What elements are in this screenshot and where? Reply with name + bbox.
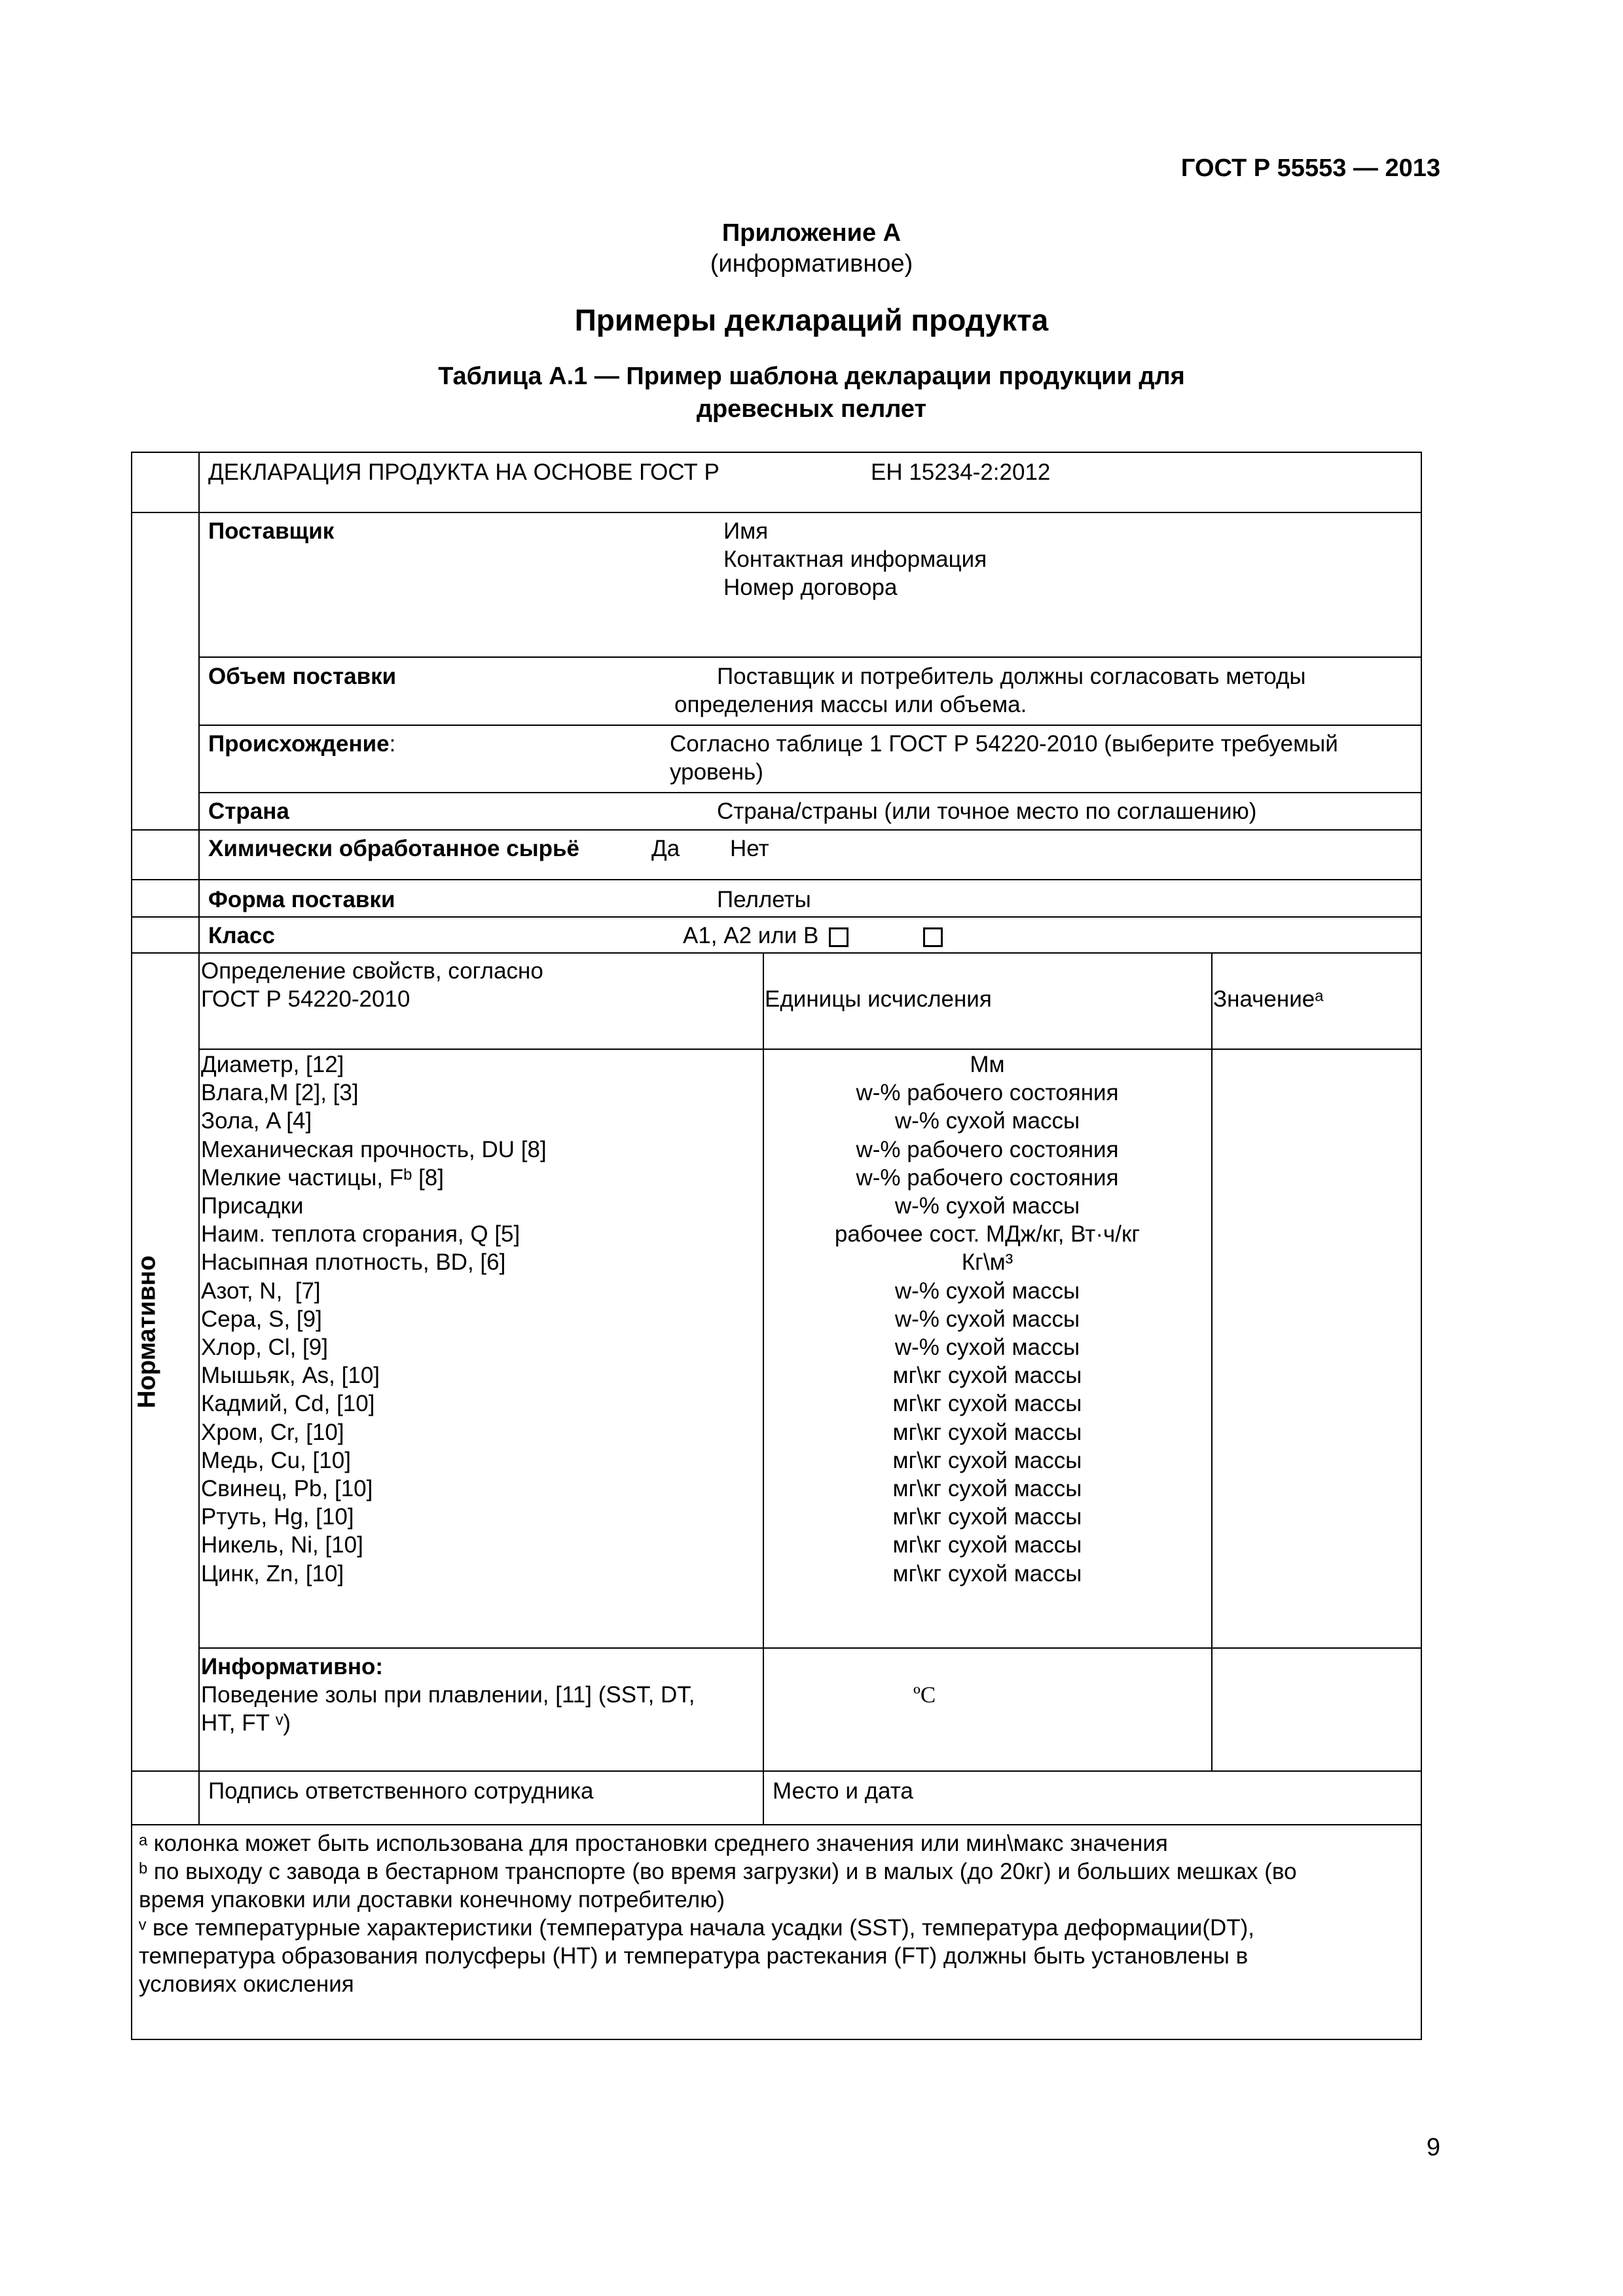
property-unit: мг\кг сухой массы [892,1448,1082,1473]
table-title-line-1: Таблица А.1 — Пример шаблона декларации продукции для [438,363,1185,390]
volume-label: Объем поставки [208,664,397,689]
props-header-col1-line-2: ГОСТ Р 54220-2010 [201,986,410,1012]
property-name: Присадки [201,1193,304,1219]
property-unit: мг\кг сухой массы [892,1532,1082,1558]
property-name: Ртуть, Hg, [10] [201,1504,354,1530]
volume-line-2: определения массы или объема. [674,692,1027,717]
property-name: Азот, N, [7] [201,1278,321,1304]
props-header-col1-line-1: Определение свойств, согласно [201,958,543,984]
class-value: А1, А2 или В [683,923,819,948]
document-title: Примеры деклараций продукта [574,303,1049,337]
chemical-no: Нет [730,836,769,861]
annex-type: (информативное) [710,250,913,278]
property-name: Насыпная плотность, BD, [6] [201,1249,506,1275]
declaration-left: ДЕКЛАРАЦИЯ ПРОДУКТА НА ОСНОВЕ ГОСТ Р [208,459,720,485]
property-name: Механическая прочность, DU [8] [201,1137,547,1162]
footnote-b-line-1: ᵇ по выходу с завода в бестарном транспорте (во время загрузки) и в малых (до 20кг) и больших мешках (во [139,1859,1297,1884]
origin-label-group [208,730,395,758]
declaration-right: ЕН 15234-2:2012 [871,459,1051,485]
informative-line-2: HT, FT ᵛ) [201,1710,291,1736]
class-label: Класс [208,923,275,948]
property-unit: w-% сухой массы [894,1306,1080,1332]
property-name: Мышьяк, As, [10] [201,1363,380,1388]
informative-label: Информативно: [201,1654,384,1679]
property-name: Мелкие частицы, Fᵇ [8] [201,1165,444,1191]
origin-colon: : [389,731,396,757]
class-checkbox-2[interactable] [923,927,943,947]
property-unit: Мм [970,1052,1005,1077]
property-name: Зола, A [4] [201,1108,312,1134]
informative-line-1: Поведение золы при плавлении, [11] (SST, DT, [201,1682,695,1708]
volume-line-1: Поставщик и потребитель должны согласовать методы [717,664,1306,689]
chemical-label: Химически обработанное сырьё [208,836,579,861]
property-unit: рабочее сост. МДж/кг, Вт·ч/кг [834,1221,1140,1247]
property-unit: мг\кг сухой массы [892,1561,1082,1587]
property-unit: w-% рабочего состояния [856,1137,1119,1162]
property-unit: w-% сухой массы [894,1335,1080,1360]
chemical-yes: Да [651,836,680,861]
property-name: Сера, S, [9] [201,1306,322,1332]
property-name: Цинк, Zn, [10] [201,1561,344,1587]
property-unit: w-% рабочего состояния [856,1165,1119,1191]
form-label: Форма поставки [208,887,395,912]
property-unit: w-% сухой массы [894,1193,1080,1219]
place-date-label: Место и дата [773,1778,913,1804]
property-unit: мг\кг сухой массы [892,1420,1082,1445]
origin-line-2: уровень) [670,759,763,785]
supplier-label: Поставщик [208,518,335,544]
annex-title: Приложение А [721,219,902,247]
property-unit: мг\кг сухой массы [892,1391,1082,1416]
country-label: Страна [208,798,289,824]
footnote-v-line-2: температура образования полусферы (HT) и температура растекания (FT) должны быть установлены в [139,1943,1249,1969]
supplier-contract: Номер договора [723,575,898,600]
form-value: Пеллеты [717,887,811,912]
property-name: Медь, Cu, [10] [201,1448,351,1473]
supplier-name: Имя [723,518,769,544]
table-title [0,360,1623,425]
property-unit: w-% сухой массы [894,1108,1080,1134]
props-header-units: Единицы исчисления [765,986,992,1012]
informative-unit: ºC [913,1682,936,1708]
footnote-a: ᵃ колонка может быть использована для простановки среднего значения или мин\макс значения [139,1831,1168,1856]
property-name: Влага,M [2], [3] [201,1080,359,1105]
property-name: Хлор, Cl, [9] [201,1335,328,1360]
property-unit: w-% сухой массы [894,1278,1080,1304]
property-name: Хром, Cr, [10] [201,1420,344,1445]
signature-label: Подпись ответственного сотрудника [208,1778,594,1804]
supplier-contact: Контактная информация [723,547,987,572]
origin-label: Происхождение [208,731,390,757]
property-name: Диаметр, [12] [201,1052,344,1077]
property-name: Свинец, Pb, [10] [201,1476,373,1501]
property-unit: мг\кг сухой массы [892,1476,1082,1501]
property-name: Кадмий, Cd, [10] [201,1391,375,1416]
property-unit: Кг\м³ [961,1249,1013,1275]
props-header-value: Значениеᵃ [1213,986,1324,1012]
property-unit: мг\кг сухой массы [892,1504,1082,1530]
origin-line-1: Согласно таблице 1 ГОСТ Р 54220-2010 (выберите требуемый [670,731,1338,757]
country-value: Страна/страны (или точное место по соглашению) [717,798,1257,824]
normative-side-label: Нормативно [133,1255,161,1408]
property-unit: w-% рабочего состояния [856,1080,1119,1105]
class-checkbox-1[interactable] [829,927,848,947]
footnote-v-line-3: условиях окисления [139,1971,354,1997]
page-number: 9 [1426,2134,1440,2161]
footnote-v-line-1: ᵛ все температурные характеристики (температура начала усадки (SST), температура деформации(DT), [139,1915,1255,1941]
footnote-b-line-2: время упаковки или доставки конечному потребителю) [139,1887,725,1912]
property-name: Никель, Ni, [10] [201,1532,363,1558]
document-code: ГОСТ Р 55553 — 2013 [1180,154,1440,182]
table-title-line-2: древесных пеллет [696,395,927,423]
property-name: Наим. теплота сгорания, Q [5] [201,1221,520,1247]
property-unit: мг\кг сухой массы [892,1363,1082,1388]
